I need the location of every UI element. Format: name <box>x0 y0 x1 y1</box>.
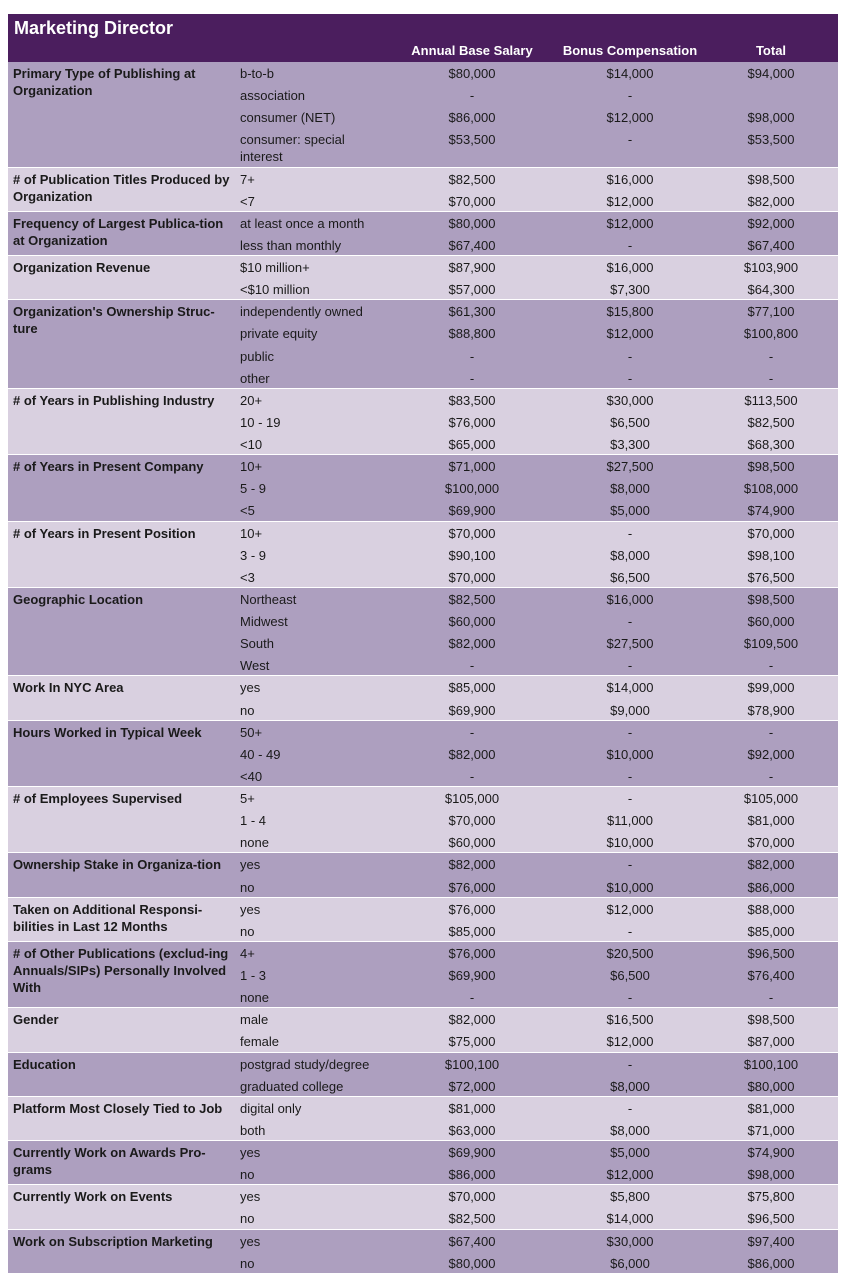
row-category: 40 - 49 <box>240 746 281 762</box>
row-category: public <box>240 348 274 364</box>
bonus-cell: $30,000 <box>606 392 654 408</box>
row-category: at least once a month <box>240 215 365 231</box>
group-label: # of Publication Titles Produced by Organization <box>13 171 230 204</box>
total-cell: $98,500 <box>747 1012 795 1028</box>
bonus-cell: - <box>627 1100 633 1116</box>
row-category: yes <box>240 1145 261 1161</box>
row-category: no <box>240 1255 255 1271</box>
bonus-cell: $27,500 <box>606 636 654 652</box>
salary-cell: $82,000 <box>448 636 496 652</box>
row-category: 3 - 9 <box>240 547 267 563</box>
total-cell: $105,000 <box>743 791 799 807</box>
salary-cell: $60,000 <box>448 614 496 630</box>
bonus-cell: $8,000 <box>610 1078 650 1094</box>
total-cell: $68,300 <box>747 437 795 453</box>
row-category: no <box>240 702 255 718</box>
total-cell: $100,800 <box>743 326 799 342</box>
bonus-cell: $6,500 <box>610 414 650 430</box>
total-cell: $98,000 <box>747 110 795 126</box>
bonus-cell: - <box>627 237 633 253</box>
bonus-cell: $14,000 <box>606 66 654 81</box>
group-label: # of Years in Present Company <box>13 459 204 475</box>
group-label: Organization Revenue <box>13 260 151 276</box>
bonus-cell: $11,000 <box>606 813 654 829</box>
salary-cell: $87,900 <box>448 260 496 276</box>
row-category: 50+ <box>240 724 263 740</box>
salary-cell: $86,000 <box>448 110 496 126</box>
table-group <box>8 1141 838 1185</box>
group-label: Education <box>13 1056 76 1072</box>
total-cell: $103,900 <box>743 260 799 276</box>
group-label: Frequency of Largest Publica-tion at Organization <box>13 215 224 248</box>
row-category: 4+ <box>240 945 255 961</box>
bonus-cell: $8,000 <box>610 1122 650 1138</box>
table-group <box>8 256 838 300</box>
total-cell: $81,000 <box>747 1100 795 1116</box>
salary-cell: $82,500 <box>448 591 496 607</box>
total-cell: $109,500 <box>743 636 799 652</box>
salary-cell: $80,000 <box>448 215 496 231</box>
bonus-cell: $27,500 <box>606 459 654 475</box>
bonus-cell: $9,000 <box>610 702 650 718</box>
salary-cell: $70,000 <box>448 569 496 585</box>
table-body <box>8 62 838 1274</box>
total-cell: $100,100 <box>743 1056 799 1072</box>
bonus-cell: $12,000 <box>606 1034 654 1050</box>
table-group <box>8 1185 838 1229</box>
total-cell: $74,900 <box>747 1145 795 1161</box>
row-category: no <box>240 879 255 895</box>
row-category: private equity <box>240 326 318 342</box>
group-label: Gender <box>13 1012 59 1028</box>
total-cell: $98,500 <box>747 171 795 187</box>
bonus-cell: $12,000 <box>606 901 654 917</box>
bonus-cell: $5,800 <box>610 1189 650 1205</box>
group-label: # of Employees Supervised <box>13 791 183 807</box>
total-cell: $86,000 <box>747 879 795 895</box>
salary-cell: - <box>469 724 475 740</box>
table-header <box>8 14 838 62</box>
salary-cell: $80,000 <box>448 1255 496 1271</box>
row-category: other <box>240 370 270 386</box>
salary-cell: $75,000 <box>448 1034 496 1050</box>
total-cell: $94,000 <box>747 66 795 81</box>
group-label: Geographic Location <box>13 591 144 607</box>
row-category: <5 <box>240 503 255 519</box>
salary-cell: - <box>469 370 475 386</box>
salary-cell: $81,000 <box>448 1100 496 1116</box>
bonus-cell: $10,000 <box>606 835 654 851</box>
salary-cell: $82,000 <box>448 1012 496 1028</box>
row-category: independently owned <box>240 304 363 320</box>
total-cell: $64,300 <box>747 282 795 298</box>
total-cell: $74,900 <box>747 503 795 519</box>
row-category: 20+ <box>240 392 263 408</box>
salary-cell: $85,000 <box>448 680 496 696</box>
group-label: Platform Most Closely Tied to Job <box>13 1100 223 1116</box>
row-category: both <box>240 1122 266 1138</box>
column-header-total: Total <box>755 43 787 58</box>
salary-cell: $61,300 <box>448 304 496 320</box>
bonus-cell: $12,000 <box>606 215 654 231</box>
table-group <box>8 676 838 720</box>
row-category: yes <box>240 857 261 873</box>
row-category: postgrad study/degree <box>240 1056 370 1072</box>
total-cell: $77,100 <box>747 304 795 320</box>
total-cell: - <box>768 990 774 1006</box>
salary-cell: $86,000 <box>448 1167 496 1183</box>
bonus-cell: $12,000 <box>606 1167 654 1183</box>
bonus-cell: $5,000 <box>610 503 650 519</box>
total-cell: $92,000 <box>747 746 795 762</box>
bonus-cell: $20,500 <box>606 945 654 961</box>
salary-cell: $71,000 <box>448 459 496 475</box>
row-category: 1 - 4 <box>240 813 267 829</box>
total-cell: $85,000 <box>747 923 795 939</box>
total-cell: $82,000 <box>747 857 795 873</box>
salary-cell: - <box>469 658 475 674</box>
row-category: yes <box>240 1233 261 1249</box>
total-cell: - <box>768 768 774 784</box>
table-group <box>8 168 838 212</box>
salary-cell: $100,100 <box>444 1056 500 1072</box>
salary-cell: $76,000 <box>448 901 496 917</box>
table-group <box>8 898 838 942</box>
table-group <box>8 522 838 588</box>
table-group <box>8 62 838 168</box>
row-category: 10+ <box>240 459 263 475</box>
salary-cell: $80,000 <box>448 66 496 81</box>
salary-cell: $69,900 <box>448 968 496 984</box>
salary-cell: - <box>469 990 475 1006</box>
row-category: 5+ <box>240 791 255 807</box>
bonus-cell: $7,300 <box>610 282 650 298</box>
salary-cell: - <box>469 348 475 364</box>
total-cell: $98,100 <box>747 547 795 563</box>
bonus-cell: $12,000 <box>606 110 654 126</box>
group-label: Primary Type of Publishing at Organization <box>13 66 196 98</box>
row-category: West <box>240 658 270 674</box>
row-category: consumer (NET) <box>240 110 336 126</box>
bonus-cell: $16,500 <box>606 1012 654 1028</box>
bonus-cell: - <box>627 132 633 148</box>
bonus-cell: - <box>627 990 633 1006</box>
table-group <box>8 389 838 455</box>
salary-cell: $70,000 <box>448 813 496 829</box>
row-category: b-to-b <box>240 66 274 81</box>
salary-cell: - <box>469 768 475 784</box>
column-header-salary: Annual Base Salary <box>411 43 533 58</box>
row-category: yes <box>240 680 261 696</box>
salary-cell: $76,000 <box>448 945 496 961</box>
salary-cell: $76,000 <box>448 414 496 430</box>
bonus-cell: $16,000 <box>606 591 654 607</box>
bonus-cell: $8,000 <box>610 481 650 497</box>
bonus-cell: - <box>627 768 633 784</box>
salary-cell: $70,000 <box>448 193 496 209</box>
table-group <box>8 588 838 677</box>
bonus-cell: $6,500 <box>610 968 650 984</box>
row-category: <10 <box>240 437 263 453</box>
group-label: Taken on Additional Responsi-bilities in Last 12 Months <box>13 901 203 934</box>
salary-cell: $90,100 <box>448 547 496 563</box>
total-cell: $76,400 <box>747 968 795 984</box>
group-label: # of Years in Present Position <box>13 525 196 541</box>
salary-cell: $82,000 <box>448 746 496 762</box>
salary-cell: $83,500 <box>448 392 496 408</box>
group-label: # of Years in Publishing Industry <box>13 392 215 408</box>
row-category: <$10 million <box>240 282 310 298</box>
salary-cell: $70,000 <box>448 1189 496 1205</box>
row-category: none <box>240 990 269 1006</box>
table-group <box>8 1008 838 1052</box>
table-group <box>8 721 838 787</box>
salary-cell: $57,000 <box>448 282 496 298</box>
total-cell: $96,500 <box>747 945 795 961</box>
bonus-cell: $16,000 <box>606 171 654 187</box>
total-cell: - <box>768 658 774 674</box>
group-label: Organization's Ownership Struc-ture <box>13 304 215 337</box>
total-cell: $67,400 <box>747 237 795 253</box>
bonus-cell: - <box>627 791 633 807</box>
bonus-cell: - <box>627 857 633 873</box>
bonus-cell: $8,000 <box>610 547 650 563</box>
salary-cell: $69,900 <box>448 503 496 519</box>
salary-cell: $63,000 <box>448 1122 496 1138</box>
total-cell: $96,500 <box>747 1211 795 1227</box>
salary-table <box>8 14 838 1274</box>
bonus-cell: $12,000 <box>606 193 654 209</box>
total-cell: $87,000 <box>747 1034 795 1050</box>
salary-cell: $82,500 <box>448 1211 496 1227</box>
salary-cell: $100,000 <box>444 481 500 497</box>
bonus-cell: $16,000 <box>606 260 654 276</box>
row-category: digital only <box>240 1100 302 1116</box>
total-cell: $88,000 <box>747 901 795 917</box>
row-category: <7 <box>240 193 255 209</box>
total-cell: $92,000 <box>747 215 795 231</box>
salary-cell: $105,000 <box>444 791 500 807</box>
table-group <box>8 455 838 521</box>
row-category: 10+ <box>240 525 263 541</box>
salary-cell: $53,500 <box>448 132 496 148</box>
total-cell: $53,500 <box>747 132 795 148</box>
salary-cell: $67,400 <box>448 1233 496 1249</box>
row-category: graduated college <box>240 1078 344 1094</box>
row-category: Midwest <box>240 614 288 630</box>
salary-cell: $65,000 <box>448 437 496 453</box>
group-label: Ownership Stake in Organiza-tion <box>13 857 222 873</box>
salary-cell: $60,000 <box>448 835 496 851</box>
bonus-cell: - <box>627 658 633 674</box>
bonus-cell: $10,000 <box>606 879 654 895</box>
bonus-cell: $10,000 <box>606 746 654 762</box>
salary-cell: $82,500 <box>448 171 496 187</box>
row-category: 5 - 9 <box>240 481 267 497</box>
row-category: 7+ <box>240 171 255 187</box>
total-cell: $78,900 <box>747 702 795 718</box>
total-cell: - <box>768 348 774 364</box>
bonus-cell: - <box>627 1056 633 1072</box>
table-group <box>8 300 838 389</box>
bonus-cell: $14,000 <box>606 1211 654 1227</box>
total-cell: $82,500 <box>747 414 795 430</box>
row-category: less than monthly <box>240 237 342 253</box>
bonus-cell: $14,000 <box>606 680 654 696</box>
bonus-cell: $12,000 <box>606 326 654 342</box>
row-category: none <box>240 835 269 851</box>
salary-cell: $69,900 <box>448 1145 496 1161</box>
total-cell: $108,000 <box>743 481 799 497</box>
total-cell: $98,500 <box>747 459 795 475</box>
row-category: association <box>240 88 306 104</box>
row-category: yes <box>240 901 261 917</box>
bonus-cell: $3,300 <box>610 437 650 453</box>
row-category: consumer: special interest <box>240 132 345 165</box>
row-category: $10 million+ <box>240 260 310 276</box>
salary-cell: $88,800 <box>448 326 496 342</box>
table-group <box>8 853 838 897</box>
row-category: <3 <box>240 569 255 585</box>
bonus-cell: $15,800 <box>606 304 654 320</box>
bonus-cell: - <box>627 525 633 541</box>
salary-cell: $76,000 <box>448 879 496 895</box>
total-cell: $86,000 <box>747 1255 795 1271</box>
row-category: yes <box>240 1189 261 1205</box>
bonus-cell: $5,000 <box>610 1145 650 1161</box>
row-category: 1 - 3 <box>240 968 267 984</box>
row-category: no <box>240 1167 255 1183</box>
table-group <box>8 787 838 853</box>
group-label: Currently Work on Events <box>13 1189 173 1205</box>
total-cell: $70,000 <box>747 525 795 541</box>
total-cell: $82,000 <box>747 193 795 209</box>
bonus-cell: - <box>627 88 633 104</box>
row-category: 10 - 19 <box>240 414 281 430</box>
row-category: South <box>240 636 274 652</box>
total-cell: $75,800 <box>747 1189 795 1205</box>
total-cell: $113,500 <box>744 392 798 408</box>
bonus-cell: - <box>627 724 633 740</box>
table-group <box>8 1097 838 1141</box>
bonus-cell: $6,500 <box>610 569 650 585</box>
bonus-cell: - <box>627 923 633 939</box>
salary-cell: $72,000 <box>448 1078 496 1094</box>
row-category: Northeast <box>240 591 297 607</box>
total-cell: $81,000 <box>747 813 795 829</box>
salary-cell: $82,000 <box>448 857 496 873</box>
total-cell: - <box>768 370 774 386</box>
row-category: male <box>240 1012 269 1028</box>
total-cell: $71,000 <box>747 1122 795 1138</box>
group-label: Work on Subscription Marketing <box>13 1233 213 1249</box>
salary-cell: $67,400 <box>448 237 496 253</box>
total-cell: $97,400 <box>747 1233 795 1249</box>
row-category: no <box>240 1211 255 1227</box>
group-label: Hours Worked in Typical Week <box>13 724 202 740</box>
row-category: no <box>240 923 255 939</box>
table-group <box>8 1230 838 1274</box>
total-cell: $76,500 <box>747 569 795 585</box>
bonus-cell: - <box>627 348 633 364</box>
row-category: <40 <box>240 768 263 784</box>
table-title: Marketing Director <box>14 18 174 38</box>
table-group <box>8 942 838 1008</box>
table-group <box>8 212 838 256</box>
total-cell: $80,000 <box>747 1078 795 1094</box>
table-group <box>8 1053 838 1097</box>
total-cell: $70,000 <box>747 835 795 851</box>
total-cell: $99,000 <box>747 680 795 696</box>
group-label: # of Other Publications (exclud-ing Annuals/SIPs) Personally Involved With <box>13 945 229 995</box>
total-cell: $98,500 <box>747 591 795 607</box>
bonus-cell: $30,000 <box>606 1233 654 1249</box>
bonus-cell: $6,000 <box>610 1255 650 1271</box>
row-category: female <box>240 1034 280 1050</box>
salary-cell: $85,000 <box>448 923 496 939</box>
salary-cell: $69,900 <box>448 702 496 718</box>
bonus-cell: - <box>627 614 633 630</box>
column-header-bonus: Bonus Compensation <box>562 43 698 58</box>
bonus-cell: - <box>627 370 633 386</box>
salary-cell: - <box>469 88 475 104</box>
salary-cell: $70,000 <box>448 525 496 541</box>
total-cell: $60,000 <box>747 614 795 630</box>
total-cell: $98,000 <box>747 1167 795 1183</box>
group-label: Currently Work on Awards Pro-grams <box>13 1145 206 1178</box>
group-label: Work In NYC Area <box>13 680 124 696</box>
total-cell: - <box>768 724 774 740</box>
